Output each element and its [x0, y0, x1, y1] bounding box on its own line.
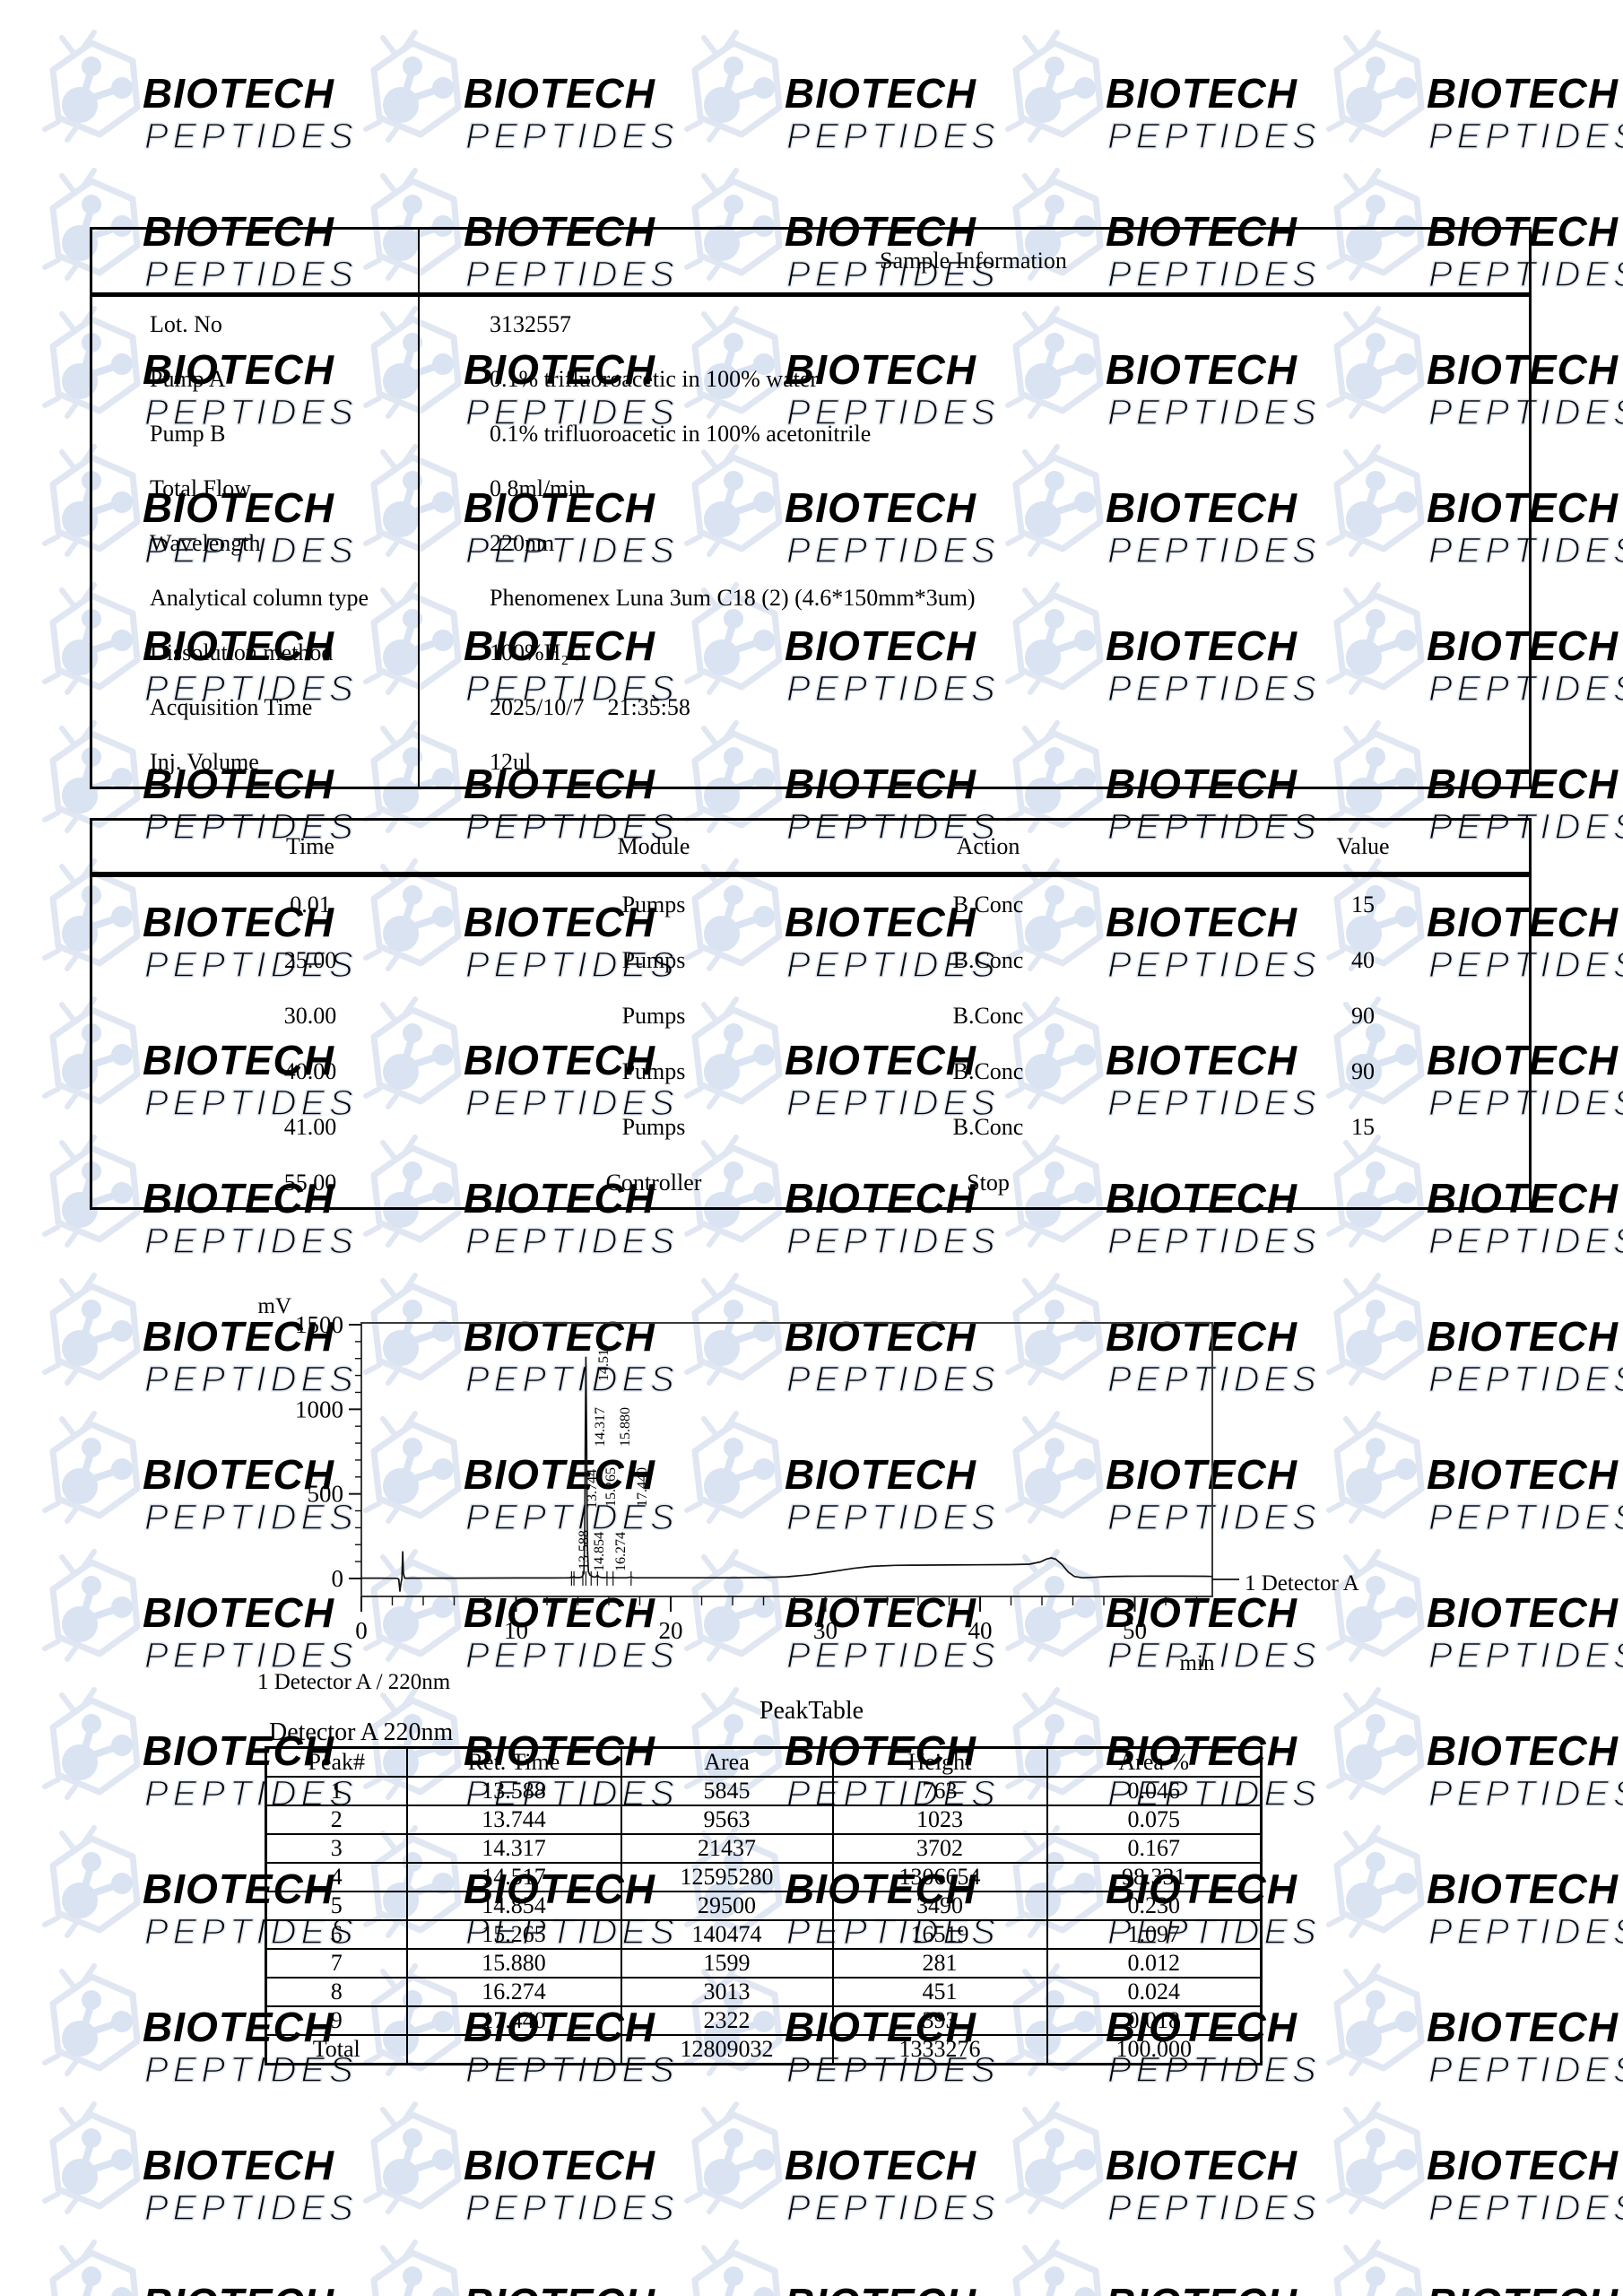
- peak-table-row-cell: 1023: [833, 1805, 1047, 1834]
- y-axis-unit-label: mV: [257, 1294, 291, 1318]
- sample-info-value: 100%H₂O: [490, 639, 586, 665]
- peak-table-row-cell: 17.440: [407, 2006, 621, 2035]
- program-row: [92, 1155, 1529, 1211]
- program-cell: B.Conc: [952, 947, 1024, 973]
- program-cell: B.Conc: [952, 1114, 1024, 1140]
- peak-table-row-cell: 0.024: [1047, 1978, 1262, 2006]
- svg-text:0: 0: [355, 1617, 368, 1644]
- peak-table-row-cell: 16519: [833, 1920, 1047, 1949]
- peak-table: [265, 1746, 1263, 2066]
- peak-table-row-cell: 29500: [621, 1892, 833, 1920]
- peak-table-row-cell: 13.744: [407, 1805, 621, 1834]
- peak-table-row: [266, 1805, 1262, 1834]
- program-cell: 15: [1351, 1114, 1375, 1140]
- program-cell: B.Conc: [952, 1003, 1024, 1029]
- sample-info-row: [92, 297, 1529, 352]
- sample-info-row: [92, 516, 1529, 570]
- sample-info-label: Lot. No: [150, 310, 222, 337]
- peak-retention-labels: [577, 1342, 650, 1571]
- peak-table-row-cell: 21437: [621, 1834, 833, 1863]
- program-header-time: Time: [286, 832, 334, 859]
- program-cell: B.Conc: [952, 1058, 1024, 1084]
- peak-table-row: [266, 1892, 1262, 1920]
- chart-frame: [361, 1323, 1212, 1596]
- peak-table-row-cell: 1: [266, 1777, 407, 1805]
- peak-table-row-cell: 6: [266, 1920, 407, 1949]
- peak-table-row-cell: 7: [266, 1949, 407, 1978]
- peak-table-header-row-cell: Area %: [1047, 1748, 1262, 1778]
- peak-table-row-cell: 14.317: [407, 1834, 621, 1863]
- peak-retention-label: 14.517: [596, 1342, 612, 1381]
- sample-info-header: [92, 230, 1529, 297]
- program-row: [92, 877, 1529, 933]
- svg-text:10: 10: [504, 1617, 528, 1644]
- sample-info-value: 2025/10/7 21:35:58: [490, 693, 690, 720]
- sample-info-label: Pump A: [150, 365, 226, 392]
- program-header-action: Action: [956, 832, 1020, 859]
- peak-retention-label: 15.880: [618, 1407, 633, 1447]
- peak-table-total-row-cell: 100.000: [1047, 2035, 1262, 2065]
- chromatogram-curve: [361, 1357, 1212, 1591]
- program-cell: B.Conc: [952, 891, 1024, 918]
- sample-info-value: 12ul: [490, 748, 532, 775]
- peak-table-row-cell: 5845: [621, 1777, 833, 1805]
- sample-info-row: [92, 625, 1529, 680]
- sample-info-label: Inj. Volume: [150, 748, 259, 775]
- program-table-rows: [92, 877, 1529, 1211]
- program-header-value: Value: [1336, 832, 1390, 859]
- program-cell: Pumps: [621, 1058, 686, 1084]
- sample-info-row: [92, 570, 1529, 625]
- peak-table-header-row-cell: Peak#: [266, 1748, 407, 1778]
- peak-table-row-cell: 393: [833, 2006, 1047, 2035]
- detector-callout-label: 1 Detector A: [1245, 1571, 1359, 1596]
- peak-table-row-cell: 3: [266, 1834, 407, 1863]
- peak-retention-label: 16.274: [613, 1532, 629, 1571]
- peak-table-row-cell: 2322: [621, 2006, 833, 2035]
- program-cell: 90: [1351, 1003, 1375, 1029]
- x-axis-ticks: [355, 1596, 1196, 1644]
- peak-table-header-row-cell: Ret. Time: [407, 1748, 621, 1778]
- program-row: [92, 1044, 1529, 1100]
- peak-table-row-cell: 1306654: [833, 1863, 1047, 1892]
- program-row: [92, 988, 1529, 1044]
- peak-table-row-cell: 763: [833, 1777, 1047, 1805]
- peak-table-row: [266, 1920, 1262, 1949]
- sample-info-table: [90, 227, 1532, 789]
- program-cell: Pumps: [621, 891, 686, 918]
- sample-info-column-divider: [418, 230, 420, 787]
- peak-table-subtitle: Detector A 220nm: [269, 1718, 454, 1746]
- sample-info-value: 3132557: [490, 310, 571, 337]
- peak-table-row-cell: 0.167: [1047, 1834, 1262, 1863]
- sample-info-value: Phenomenex Luna 3um C18 (2) (4.6*150mm*3um): [490, 584, 976, 611]
- peak-retention-label: 14.317: [593, 1407, 608, 1447]
- sample-info-header-empty-cell: [92, 230, 418, 292]
- sample-info-row: [92, 461, 1529, 516]
- chromatogram: [224, 1283, 1524, 1709]
- peak-table-row-cell: 0.230: [1047, 1892, 1262, 1920]
- program-cell: 0.01: [290, 891, 331, 918]
- peak-table-total-row-cell: 1333276: [833, 2035, 1047, 2065]
- program-cell: 25.00: [283, 947, 337, 973]
- sample-info-value: 220nm: [490, 529, 555, 556]
- peak-table-row: [266, 1863, 1262, 1892]
- peak-table-row-cell: 0.075: [1047, 1805, 1262, 1834]
- watermark-layer: BIOTECH: [0, 0, 1623, 2296]
- sample-info-label: Acquisition Time: [150, 693, 313, 720]
- peak-table-row-cell: 281: [833, 1949, 1047, 1978]
- sample-info-row: [92, 406, 1529, 461]
- peak-retention-label: 13.588: [577, 1530, 592, 1570]
- sample-info-label: Pump B: [150, 420, 226, 447]
- peak-table-row-cell: 9: [266, 2006, 407, 2035]
- peak-table-total-row-cell: Total: [266, 2035, 407, 2065]
- program-cell: 15: [1351, 891, 1375, 918]
- program-cell: Pumps: [621, 947, 686, 973]
- svg-text:500: 500: [307, 1480, 343, 1508]
- program-cell: 90: [1351, 1058, 1375, 1084]
- sample-info-row: [92, 352, 1529, 406]
- peak-table-row-cell: 12595280: [621, 1863, 833, 1892]
- sample-info-label: Dissolution method: [150, 639, 334, 665]
- peak-table-row-cell: 15.265: [407, 1920, 621, 1949]
- peak-table-row-cell: 15.880: [407, 1949, 621, 1978]
- program-table-header: [92, 821, 1529, 877]
- peak-table-row-cell: 0.012: [1047, 1949, 1262, 1978]
- peak-table-header-row: [266, 1748, 1262, 1778]
- peak-table-row-cell: 5: [266, 1892, 407, 1920]
- sample-info-label: Analytical column type: [150, 584, 369, 611]
- sample-info-label: Wavelength: [150, 529, 261, 556]
- program-cell: 55.00: [283, 1170, 337, 1196]
- sample-info-row: [92, 680, 1529, 735]
- detector-channel-line: 1 Detector A / 220nm: [257, 1670, 451, 1694]
- sample-info-row: [92, 735, 1529, 789]
- program-row: [92, 933, 1529, 988]
- peak-retention-label: 14.854: [592, 1532, 607, 1571]
- sample-info-value: 0.1% trifluoroacetic in 100% acetonitrile: [490, 420, 872, 447]
- peak-table-total-row: [266, 2035, 1262, 2065]
- peak-table-row-cell: 98.331: [1047, 1863, 1262, 1892]
- peak-table-row: [266, 1978, 1262, 2006]
- program-cell: 41.00: [283, 1114, 337, 1140]
- program-row: [92, 1100, 1529, 1155]
- svg-text:30: 30: [813, 1617, 838, 1644]
- peak-table-total-row-cell: 12809032: [621, 2035, 833, 2065]
- program-cell: Pumps: [621, 1003, 686, 1029]
- sample-info-label: Total Flow: [150, 474, 252, 501]
- peak-table-row-cell: 451: [833, 1978, 1047, 2006]
- peak-table-row: [266, 1949, 1262, 1978]
- svg-text:1000: 1000: [295, 1396, 343, 1423]
- peak-table-row-cell: 1599: [621, 1949, 833, 1978]
- peak-retention-label: 13.744: [585, 1469, 600, 1509]
- svg-text:40: 40: [968, 1617, 993, 1644]
- peak-table-row-cell: 2: [266, 1805, 407, 1834]
- peak-retention-label: 17.440: [635, 1467, 650, 1507]
- peak-table-row: [266, 1777, 1262, 1805]
- peak-table-row-cell: 16.274: [407, 1978, 621, 2006]
- sample-info-rows: [92, 297, 1529, 789]
- peak-table-row-cell: 9563: [621, 1805, 833, 1834]
- sample-info-title: Sample Information: [880, 248, 1067, 274]
- sample-info-value: 0.8ml/min: [490, 474, 586, 501]
- svg-text:1500: 1500: [295, 1310, 343, 1338]
- peak-table-row: [266, 1834, 1262, 1863]
- program-cell: Stop: [967, 1170, 1010, 1196]
- program-table: [90, 818, 1532, 1210]
- svg-text:20: 20: [658, 1617, 683, 1644]
- peak-table-row-cell: 13.588: [407, 1777, 621, 1805]
- peak-table-row-cell: 3490: [833, 1892, 1047, 1920]
- peak-table-row-cell: 14.854: [407, 1892, 621, 1920]
- peak-table-header-row-cell: Area: [621, 1748, 833, 1778]
- program-cell: 40: [1351, 947, 1375, 973]
- peak-table-row-cell: 3013: [621, 1978, 833, 2006]
- program-cell: Controller: [605, 1170, 702, 1196]
- program-cell: 30.00: [283, 1003, 337, 1029]
- peak-table-row-cell: 1.097: [1047, 1920, 1262, 1949]
- peak-table-row-cell: 140474: [621, 1920, 833, 1949]
- peak-table-row-cell: 4: [266, 1863, 407, 1892]
- peak-table-total-row-cell: [407, 2035, 621, 2065]
- program-cell: Pumps: [621, 1114, 686, 1140]
- sample-info-value: 0.1% trifluoroacetic in 100% water: [490, 365, 819, 392]
- program-header-module: Module: [617, 832, 690, 859]
- peak-table-title: PeakTable: [759, 1697, 864, 1725]
- peak-table-header-row-cell: Height: [833, 1748, 1047, 1778]
- y-axis-ticks: [295, 1311, 361, 1592]
- peak-table-row-cell: 8: [266, 1978, 407, 2006]
- peak-retention-label: 15.265: [603, 1467, 619, 1507]
- x-axis-unit-label: min: [1179, 1651, 1215, 1675]
- peak-table-row-cell: 3702: [833, 1834, 1047, 1863]
- peak-table-row-cell: 0.046: [1047, 1777, 1262, 1805]
- program-cell: 40.00: [283, 1058, 337, 1084]
- peak-table-row-cell: 0.018: [1047, 2006, 1262, 2035]
- svg-text:0: 0: [331, 1565, 343, 1592]
- peak-table-row-cell: 14.517: [407, 1863, 621, 1892]
- peak-table-row: [266, 2006, 1262, 2035]
- svg-text:50: 50: [1123, 1617, 1147, 1644]
